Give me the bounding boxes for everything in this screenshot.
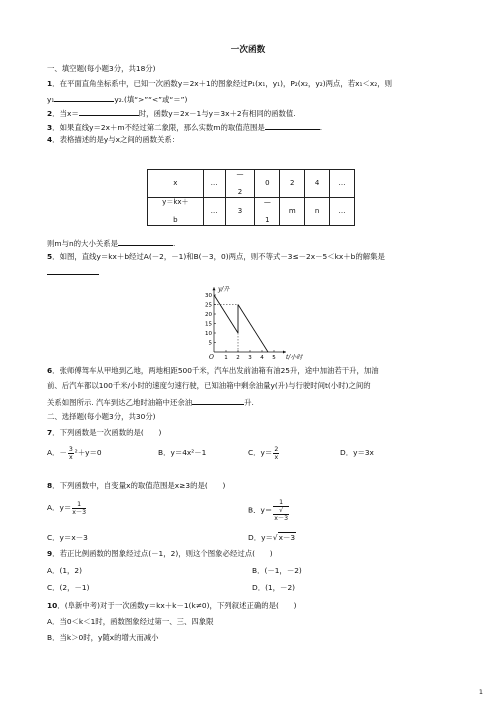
answer-blank[interactable]: [47, 266, 99, 275]
question-number: 1: [47, 79, 53, 88]
graph-lines: [214, 295, 268, 352]
graph-ticks: [205, 293, 276, 361]
table-cell: …: [203, 198, 225, 226]
question-number: 5: [47, 252, 53, 261]
table-cell: — 2: [225, 170, 255, 198]
question-10: 10．(阜新中考)对于一次函数y＝kx＋k－1(k≠0)，下列叙述正确的是( ): [47, 601, 297, 610]
x-tick-label: 1: [224, 355, 228, 361]
option-b[interactable]: B．(－1，－2): [252, 566, 302, 575]
question-text: y₂.(填“>”“<”或“＝”): [114, 95, 188, 104]
series-line: [238, 305, 268, 353]
question-text: .: [173, 239, 176, 248]
table-cell: …: [330, 170, 355, 198]
question-4: 4．表格描述的是y与x之间的函数关系：: [47, 135, 180, 144]
option-d[interactable]: D．y＝√x－3: [248, 533, 296, 542]
table-cell: x: [148, 170, 204, 198]
option-d[interactable]: D．y＝3x: [340, 448, 374, 457]
question-6-line2: 前、后汽车都以100千米/小时的速度匀速行驶，已知油箱中剩余油量y(升)与行驶时间t(小时)之间的: [47, 381, 371, 390]
question-text: 表格描述的是y与x之间的函数关系：: [59, 135, 180, 144]
x-tick-label: 2: [236, 355, 240, 361]
question-number: 7: [47, 428, 53, 437]
table-cell: n: [305, 198, 330, 226]
y-axis-label: y/升: [218, 286, 230, 293]
option-d[interactable]: D．(1，－2): [252, 583, 296, 592]
table-cell: y＝kx＋ b: [148, 198, 204, 226]
x-axis-label: t/小时: [286, 354, 303, 361]
question-7: 7．下列函数是一次函数的是( ): [47, 428, 162, 437]
table-cell: 4: [305, 170, 330, 198]
y-axis-arrow: [213, 287, 216, 290]
question-number: 6: [47, 366, 53, 375]
answer-blank[interactable]: [54, 93, 114, 102]
table-row: [148, 198, 355, 226]
question-number: 9: [47, 549, 53, 558]
option-a[interactable]: A．当0＜k＜1时，函数图象经过第一、三、四象限: [47, 617, 214, 626]
question-2: 2．当x＝ 时，函数y＝2x－1与y＝3x＋2有相同的函数值.: [47, 109, 296, 118]
x-tick-label: 4: [260, 355, 264, 361]
option-c[interactable]: C．y＝ $\frac{2}{x}$: [248, 445, 279, 461]
function-table: [147, 169, 355, 226]
question-1-line2: [47, 93, 187, 105]
question-text: 如果直线y＝2x＋m不经过第二象限，那么实数m的取值范围是: [59, 123, 265, 132]
question-text: 当x＝: [59, 109, 79, 118]
question-number: 10: [47, 601, 58, 610]
x-tick-label: 3: [248, 355, 252, 361]
option-b[interactable]: B．y＝4x²－1: [158, 448, 207, 457]
question-text: 如图，直线y＝kx＋b经过A(－2，－1)和B(－3，0)两点，则不等式－3≤－2x－5＜kx＋b的解集是: [59, 252, 385, 261]
question-6: 6．张师傅驾车从甲地到乙地，两地相距500千米，汽车出发前油箱有油25升，途中加油若干升，加油: [47, 366, 379, 375]
question-text: .: [319, 123, 323, 132]
y-tick-label: 15: [205, 321, 212, 328]
answer-blank[interactable]: [79, 107, 139, 116]
table-cell: …: [330, 198, 355, 226]
option-b[interactable]: B．y＝ 1 √ x－3: [248, 499, 289, 522]
table-cell: …: [203, 170, 225, 198]
question-text: y₁: [47, 95, 55, 104]
page-number: 1: [478, 688, 483, 696]
question-9: 9．若正比例函数的图象经过点(－1，2)，则这个图象必经过点( ): [47, 549, 273, 558]
question-3: 3．如果直线y＝2x＋m不经过第二象限，那么实数m的取值范围是 .: [47, 123, 323, 132]
table-row: [148, 170, 355, 198]
option-a[interactable]: A．(1，2): [47, 566, 83, 575]
y-tick-label: 25: [205, 302, 212, 309]
table-cell: m: [280, 198, 305, 226]
y-tick-label: 10: [205, 331, 212, 337]
question-text: 下列函数中，自变量x的取值范围是x≥3的是( ): [59, 481, 226, 490]
table-cell: — 1: [255, 198, 280, 226]
question-text: 时，函数y＝2x－1与y＝3x＋2有相同的函数值.: [138, 109, 296, 118]
series-line: [214, 295, 238, 333]
option-a[interactable]: A．y＝ $\frac{1}{x-3}$: [47, 500, 87, 516]
question-text: 关系如图所示. 汽车到达乙地时油箱中还余油: [47, 398, 193, 407]
x-tick-label: 5: [272, 355, 276, 361]
question-text: 若正比例函数的图象经过点(－1，2)，则这个图象必经过点( ): [59, 549, 273, 558]
answer-blank[interactable]: [118, 237, 176, 248]
origin-label: O: [209, 354, 214, 361]
question-4-followup: [47, 237, 175, 249]
question-text: 下列函数是一次函数的是( ): [59, 428, 162, 437]
answer-blank[interactable]: [192, 396, 244, 405]
fuel-graph: [196, 282, 306, 366]
question-1: 1．在平面直角坐标系中，已知一次函数y＝2x＋1的图象经过P₁(x₁，y₁)，P₂(x₂，y₂)两点，若x₁＜x₂，则: [47, 79, 392, 88]
option-a[interactable]: A．－ $\frac{3}{x}$ ²＋y＝0: [47, 445, 102, 461]
question-number: 4: [47, 135, 53, 144]
y-tick-label: 20: [205, 312, 212, 318]
question-text: 在平面直角坐标系中，已知一次函数y＝2x＋1的图象经过P₁(x₁，y₁)，P₂(x₂，y₂)两点，若x₁＜x₂，则: [59, 79, 392, 88]
table-cell: 2: [280, 170, 305, 198]
question-5: 5．如图，直线y＝kx＋b经过A(－2，－1)和B(－3，0)两点，则不等式－3≤－2x－5＜kx＋b的解集是: [47, 252, 385, 261]
question-text: (阜新中考)对于一次函数y＝kx＋k－1(k≠0)，下列叙述正确的是( ): [64, 601, 297, 610]
question-number: 3: [47, 123, 53, 132]
section-heading-fill-blank: 一、填空题(每小题3分，共18分): [47, 64, 156, 73]
question-6-line3: [47, 396, 254, 408]
y-tick-label: 5: [208, 340, 212, 347]
question-8: 8．下列函数中，自变量x的取值范围是x≥3的是( ): [47, 481, 226, 490]
question-5-line2: [47, 266, 99, 278]
option-c[interactable]: C．(2，－1): [47, 583, 90, 592]
section-heading-choice: 二、选择题(每小题3分，共30分): [47, 412, 156, 421]
answer-blank[interactable]: [265, 121, 323, 132]
page-title: 一次函数: [230, 45, 266, 55]
question-text: 张师傅驾车从甲地到乙地，两地相距500千米，汽车出发前油箱有油25升，途中加油若干升，加油: [59, 366, 379, 375]
table-cell: 0: [255, 170, 280, 198]
question-number: 8: [47, 481, 53, 490]
graph-axes: [213, 287, 287, 353]
question-number: 2: [47, 109, 53, 118]
question-text: 则m与n的大小关系是: [47, 239, 119, 248]
option-c[interactable]: C．y＝x－3: [47, 533, 88, 542]
y-tick-label: 30: [205, 293, 212, 299]
option-b[interactable]: B．当k＞0时，y随x的增大而减小: [47, 633, 159, 642]
table-cell: 3: [225, 198, 255, 226]
question-text: 升.: [244, 398, 254, 407]
